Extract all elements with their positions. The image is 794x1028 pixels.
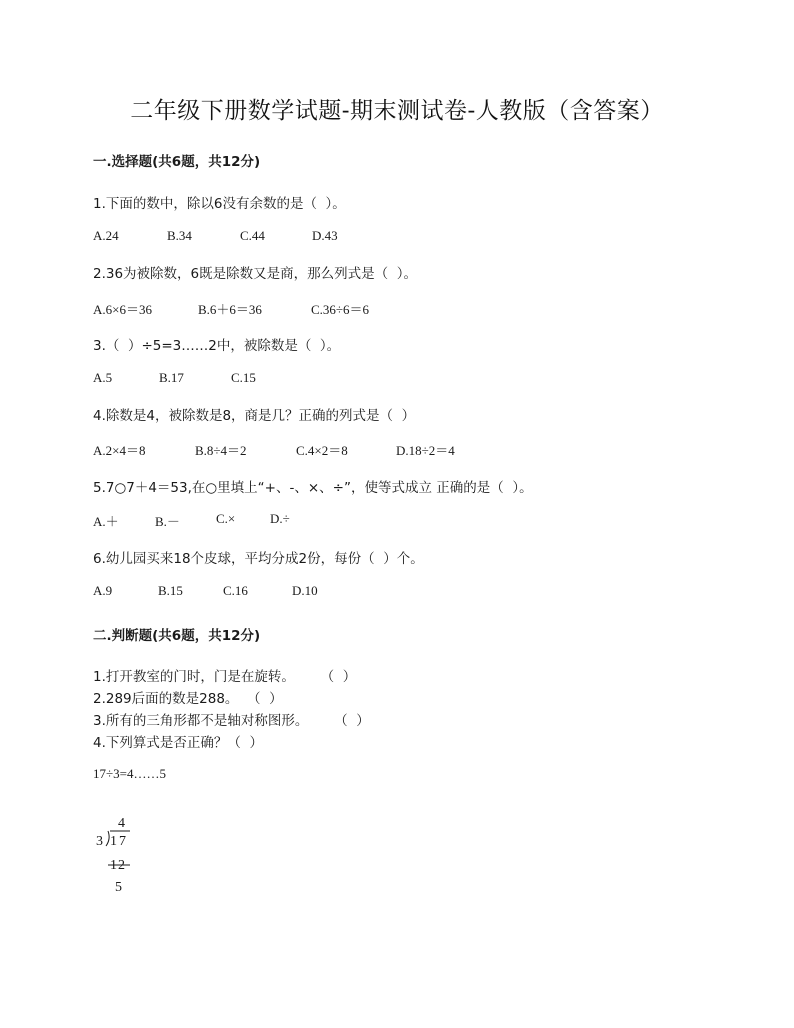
option-b: B.15 (158, 583, 183, 598)
section-heading-multiple-choice: 一.选择题(共6题，共12分) (93, 154, 261, 170)
option-c: C.44 (240, 228, 265, 243)
division-divisor: 3 (96, 834, 103, 849)
option-d: D.÷ (270, 511, 290, 526)
option-a: A.24 (93, 228, 119, 243)
option-c: C.36÷6＝6 (311, 302, 370, 317)
question-2: 2.36为被除数，6既是除数又是商，那么列式是（ ）。 (93, 266, 417, 282)
question-2-options (93, 299, 369, 318)
section-heading-true-false: 二.判断题(共6题，共12分) (93, 628, 261, 644)
option-d: D.43 (312, 228, 338, 243)
judgement-item-4: 4.下列算式是否正确？（ ） (93, 735, 263, 751)
option-b: B.17 (159, 370, 184, 385)
option-b: B.34 (167, 228, 192, 243)
option-a: A.2×4＝8 (93, 443, 146, 458)
judgement-item-2: 2.289后面的数是288。 （ ） (93, 691, 283, 707)
question-3-options (93, 370, 256, 386)
equation-line (93, 766, 166, 782)
option-c: C.4×2＝8 (296, 443, 348, 458)
option-c: C.16 (223, 583, 248, 598)
long-division (96, 814, 156, 904)
option-b: B.8÷4＝2 (195, 443, 247, 458)
option-c: C.15 (231, 370, 256, 385)
option-a: A.5 (93, 370, 113, 385)
option-a: A.＋ (93, 514, 119, 529)
question-6: 6.幼儿园买来18个皮球，平均分成2份，每份（ ）个。 (93, 551, 424, 567)
option-a: A.6×6＝36 (93, 302, 152, 317)
option-c: C.× (216, 511, 236, 526)
question-4-options (93, 440, 455, 459)
question-1: 1.下面的数中，除以6没有余数的是（ ）。 (93, 196, 346, 212)
question-6-options (93, 583, 318, 599)
question-4: 4.除数是4，被除数是8，商是几？正确的列式是（ ） (93, 408, 416, 424)
option-d: D.10 (292, 583, 318, 598)
judgement-item-3: 3.所有的三角形都不是轴对称图形。 （ ） (93, 713, 370, 729)
page-title: 二年级下册数学试题-期末测试卷-人教版（含答案） (130, 98, 664, 124)
question-3: 3.（ ）÷5=3……2中，被除数是（ ）。 (93, 338, 341, 354)
division-bracket-lines (96, 814, 156, 904)
question-1-options (93, 228, 338, 244)
option-d: D.18÷2＝4 (396, 443, 455, 458)
division-remainder: 5 (115, 880, 122, 895)
option-a: A.9 (93, 583, 113, 598)
judgement-item-1: 1.打开教室的门时，门是在旋转。 （ ） (93, 669, 357, 685)
division-dividend: 17 (110, 834, 128, 849)
option-b: B.－ (155, 514, 180, 529)
question-5: 5.7○7＋4＝53,在○里填上“+、-、×、÷”，使等式成立 正确的是（ ）。 (93, 480, 533, 496)
option-b: B.6＋6＝36 (198, 302, 262, 317)
question-5-options (93, 511, 290, 530)
division-product: 12 (110, 858, 126, 873)
equation: 17÷3=4……5 (93, 766, 166, 781)
division-quotient: 4 (118, 816, 125, 831)
